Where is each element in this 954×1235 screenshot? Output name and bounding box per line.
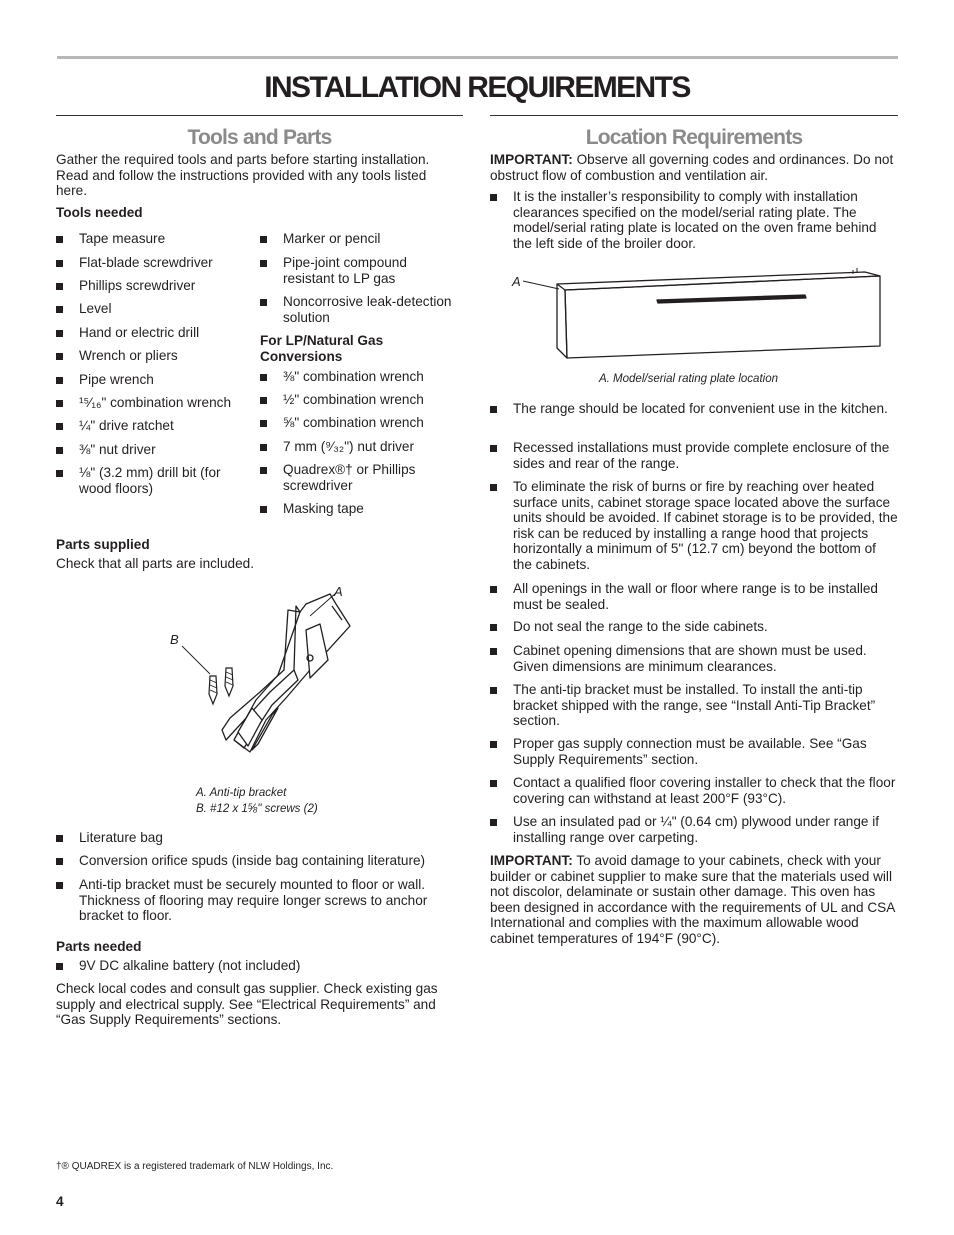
tools-needed-heading: Tools needed: [56, 205, 143, 220]
location-important-2: IMPORTANT: To avoid damage to your cabinets, check with your builder or cabinet supplier to make sure that the materials used will not discolor, delaminate or sustain other damage. This oven has been designed in accordance with the requirements of UL and CSA International and complies with the maximum allowable wood cabinet temperatures of 194°F (90°C).: [490, 853, 895, 946]
bracket-label-b: B: [170, 632, 179, 647]
header-rule: [57, 56, 898, 59]
plate-caption: A. Model/serial rating plate location: [599, 373, 778, 385]
bracket-caption-a: A. Anti-tip bracket: [196, 787, 287, 799]
tools-section-title: Tools and Parts: [187, 126, 332, 149]
trademark-footnote: †® QUADREX is a registered trademark of NLW Holdings, Inc.: [56, 1161, 334, 1172]
page-number: 4: [56, 1194, 64, 1209]
screws: [209, 668, 233, 704]
parts-supplied-heading: Parts supplied: [56, 537, 150, 552]
anti-tip-bracket-illustration: [160, 580, 360, 780]
rating-plate-illustration: [505, 262, 885, 362]
tools-closing-text: Check local codes and consult gas supplier. Check existing gas supply and electrical supply. See “Electrical Requirements” and “Gas Supply Requirements” sections.: [56, 981, 438, 1028]
location-important-1: IMPORTANT: Observe all governing codes and ordinances. Do not obstruct flow of combustion and ventilation air.: [490, 152, 894, 183]
range-top-edge: [557, 272, 880, 290]
lp-conversions-heading: For LP/Natural Gas Conversions: [260, 333, 384, 364]
bracket-edge: [332, 606, 342, 620]
parts-supplied-intro: Check that all parts are included.: [56, 556, 254, 571]
bracket-caption-b: B. #12 x 1⅝" screws (2): [196, 803, 318, 815]
tools-section-rule: [56, 115, 463, 116]
parts-needed-heading: Parts needed: [56, 939, 142, 954]
tools-intro: Gather the required tools and parts before starting installation. Read and follow the instructions provided with any tools listed here.: [56, 152, 430, 199]
location-section-title: Location Requirements: [585, 126, 803, 149]
range-front-panel: [565, 276, 880, 358]
door-handle: [657, 295, 806, 303]
location-section-rule: [490, 115, 898, 116]
page-title: INSTALLATION REQUIREMENTS: [264, 71, 690, 104]
callout-line-plate: [523, 281, 559, 289]
bracket-label-a: A: [334, 584, 343, 599]
callout-line-b: [182, 646, 210, 674]
plate-label-a: A: [512, 274, 521, 289]
bracket-slot-top: [306, 624, 328, 678]
